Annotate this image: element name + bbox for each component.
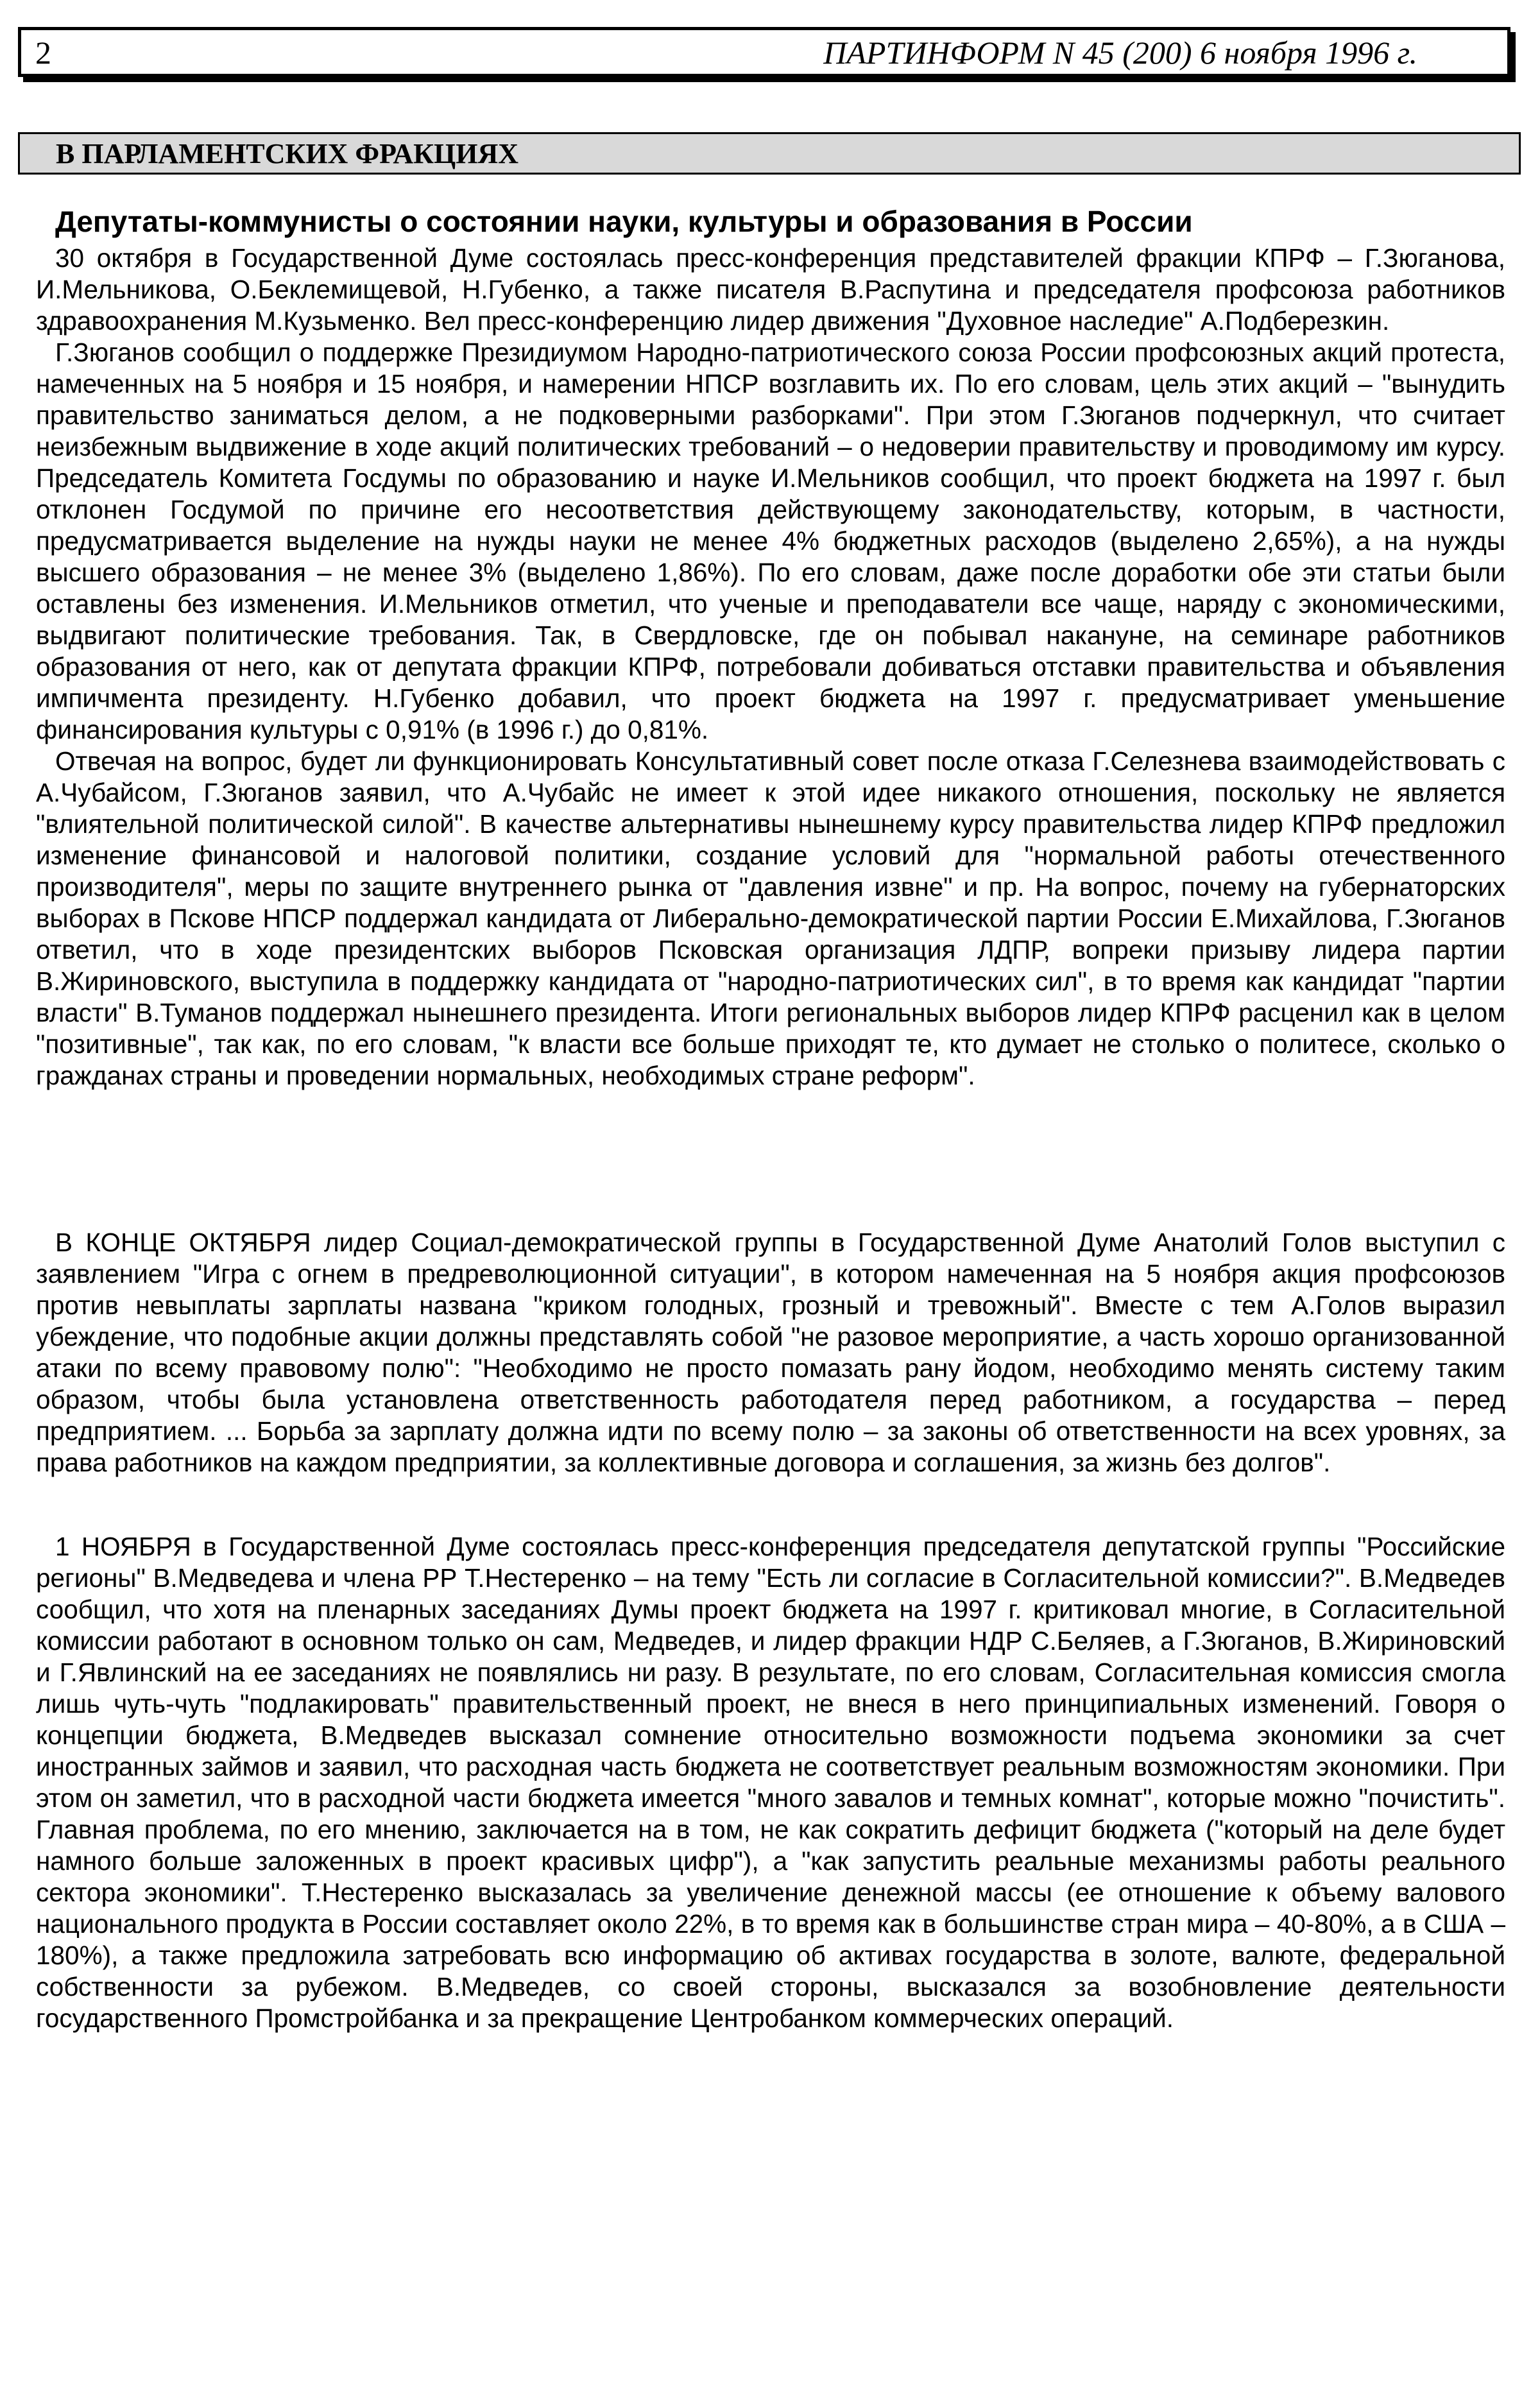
page-header: [18, 27, 1510, 77]
paragraph: 30 октября в Государственной Думе состоялась пресс-конференция представителей фракции КПРФ – Г.Зюганова, И.Мельникова, О.Беклемищевой, Н.Губенко, а также писателя В.Распутина и председателя профсоюза работников здравоохранения М.Кузьменко. Вел пресс-конференцию лидер движения "Духовное наследие" А.Подберезкин.: [36, 243, 1505, 336]
paragraph: Отвечая на вопрос, будет ли функционировать Консультативный совет после отказа Г.Селезнева взаимодействовать с А.Чубайсом, Г.Зюганов заявил, что А.Чубайс не имеет к этой идее никакого отношения, поскольку не является "влиятельной политической силой". В качестве альтернативы нынешнему курсу правительства лидер КПРФ предложил изменение финансовой и налоговой политики, создание условий для "нормальной работы отечественного производителя", меры по защите внутреннего рынка от "давления извне" и пр. На вопрос, почему на губернаторских выборах в Пскове НПСР поддержал кандидата от Либерально-демократической партии России Е.Михайлова, Г.Зюганов ответил, что в ходе президентских выборов Псковская организация ЛДПР, вопреки призыву лидера партии В.Жириновского, выступила в поддержку кандидата от "народно-патриотических сил", в то время как кандидат "партии власти" В.Туманов поддержал нынешнего президента. Итоги региональных выборов лидер КПРФ расценил как в целом "позитивные", так как, по его словам, "к власти все больше приходят те, кто думает не столько о политесе, сколько о гражданах страны и проведении нормальных, необходимых стране реформ".: [36, 746, 1505, 1090]
paragraph: В КОНЦЕ ОКТЯБРЯ лидер Социал-демократической группы в Государственной Думе Анатолий Голов выступил с заявлением "Игра с огнем в предреволюционной ситуации", в котором намеченная на 5 ноября акция профсоюзов против невыплаты зарплаты названа "криком голодных, грозный и тревожный". Вместе с тем А.Голов выразил убеждение, что подобные акции должны представлять собой "не разовое мероприятие, а часть хорошо организованной атаки по всему правовому полю": "Необходимо не просто помазать рану йодом, необходимо менять систему таким образом, чтобы была установлена ответственность работодателя перед работником, а государства – перед предприятием. ... Борьба за зарплату должна идти по всему полю – за законы об ответственности на всех уровнях, за права работников на каждом предприятии, за коллективные договора и соглашения, за жизнь без долгов".: [36, 1228, 1505, 1477]
publication-line: ПАРТИНФОРМ N 45 (200) 6 ноября 1996 г.: [823, 35, 1417, 71]
section-title: В ПАРЛАМЕНТСКИХ ФРАКЦИЯХ: [56, 138, 519, 169]
article-communists: [36, 203, 1505, 1092]
section-heading-bar: [18, 132, 1521, 175]
paragraph: Г.Зюганов сообщил о поддержке Президиумом Народно-патриотического союза России профсоюзных акций протеста, намеченных на 5 ноября и 15 ноября, и намерении НПСР возглавить их. По его словам, цель этих акций – "вынудить правительство заниматься делом, а не подковерными разборками". При этом Г.Зюганов подчеркнул, что считает неизбежным выдвижение в ходе акций политических требований – о недоверии правительству и проводимому им курсу. Председатель Комитета Госдумы по образованию и науке И.Мельников сообщил, что проект бюджета на 1997 г. был отклонен Госдумой по причине его несоответствия действующему законодательству, которым, в частности, предусматривается выделение на нужды науки не менее 4% бюджетных расходов (выделено 2,65%), а на нужды высшего образования – не менее 3% (выделено 1,86%). По его словам, даже после доработки обе эти статьи были оставлены без изменения. И.Мельников отметил, что ученые и преподаватели все чаще, наряду с экономическими, выдвигают политические требования. Так, в Свердловске, где он побывал накануне, на семинаре работников образования от него, как от депутата фракции КПРФ, потребовали добиваться отставки правительства и объявления импичмента президенту. Н.Губенко добавил, что проект бюджета на 1997 г. предусматривает уменьшение финансирования культуры с 0,91% (в 1996 г.) до 0,81%.: [36, 338, 1505, 744]
article-golov: [36, 1227, 1505, 1478]
paragraph: 1 НОЯБРЯ в Государственной Думе состоялась пресс-конференция председателя депутатской группы "Российские регионы" В.Медведева и члена РР Т.Нестеренко – на тему "Есть ли согласие в Согласительной комиссии?". В.Медведев сообщил, что хотя на пленарных заседаниях Думы проект бюджета на 1997 г. критиковал многие, в Согласительной комиссии работают в основном только он сам, Медведев, и лидер фракции НДР С.Беляев, а Г.Зюганов, В.Жириновский и Г.Явлинский на ее заседаниях не появлялись ни разу. В результате, по его словам, Согласительная комиссия смогла лишь чуть-чуть "подлакировать" правительственный проект, не внеся в него принципиальных изменений. Говоря о концепции бюджета, В.Медведев высказал сомнение относительно возможности подъема экономики за счет иностранных займов и заявил, что расходная часть бюджета не соответствует реальным возможностям экономики. При этом он заметил, что в расходной части бюджета имеется "много завалов и темных комнат", которые можно "почистить". Главная проблема, по его мнению, заключается на в том, не как сократить дефицит бюджета ("который на деле будет намного больше заложенных в проект красивых цифр"), а "как запустить реальные механизмы работы реального сектора экономики". Т.Нестеренко высказалась за увеличение денежной массы (ее отношение к объему валового национального продукта в России составляет около 22%, в то время как в большинстве стран мира – 40-80%, а в США – 180%), а также предложила затребовать всю информацию об активах государства в золоте, валюте, федеральной собственности за рубежом. В.Медведев, со своей стороны, высказался за возобновление деятельности государственного Промстройбанка и за прекращение Центробанком коммерческих операций.: [36, 1532, 1505, 2033]
article-medvedev: [36, 1531, 1505, 2034]
article-title: Депутаты-коммунисты о состоянии науки, культуры и образования в России: [55, 205, 1193, 238]
page-number: 2: [35, 35, 51, 71]
